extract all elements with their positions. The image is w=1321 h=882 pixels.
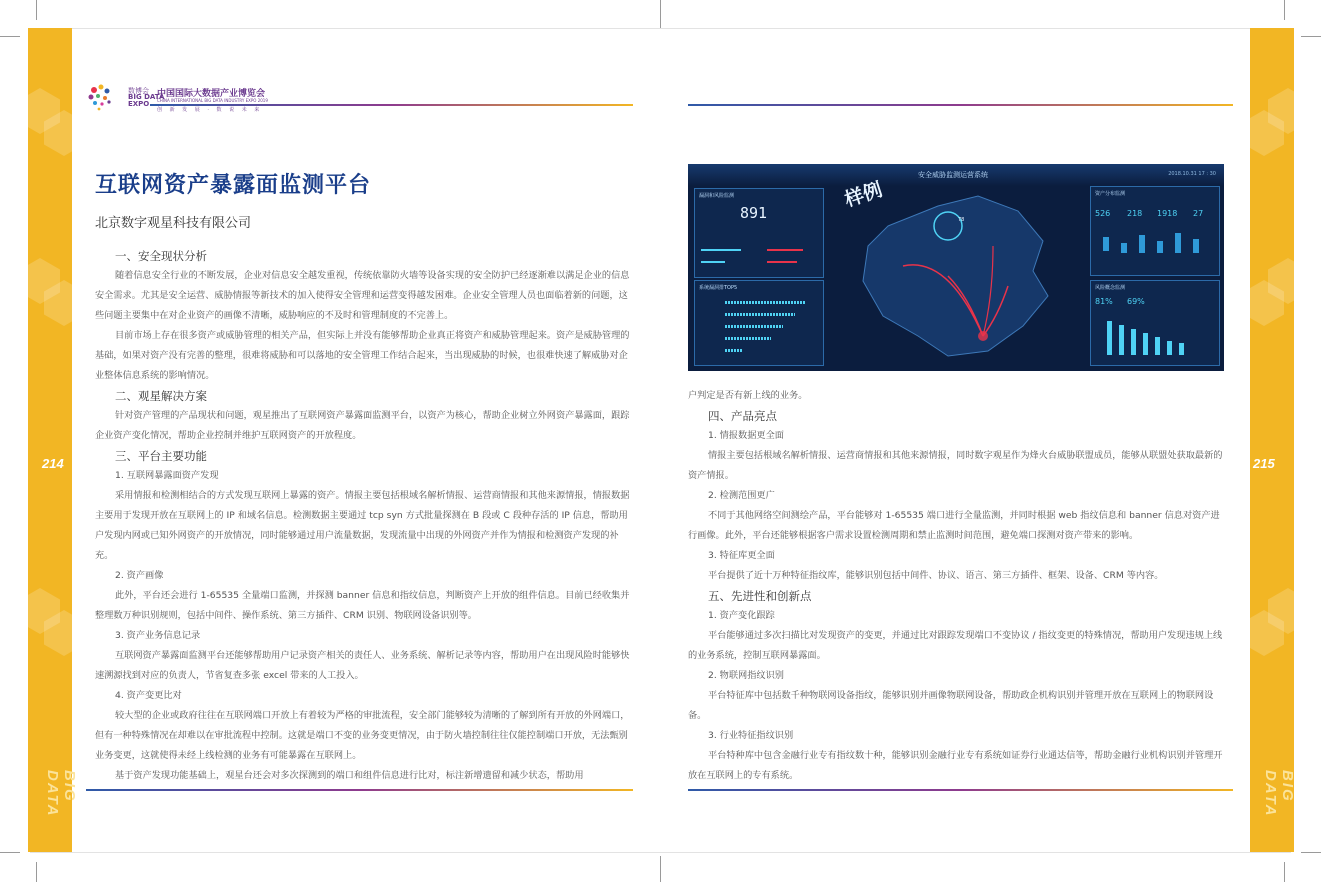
vuln-bar — [725, 325, 783, 328]
expo-logo — [86, 82, 346, 118]
section-heading: 四、产品亮点 — [708, 409, 777, 423]
header-rule-right — [688, 104, 1233, 106]
crop-mark — [1284, 862, 1285, 882]
risk-concept-panel — [1090, 280, 1220, 366]
asset-boxplot-graphic — [1095, 227, 1215, 267]
crop-mark — [36, 862, 37, 882]
body-paragraph: 情报主要包括根域名解析情报、运营商情报和其他来源情报，同时数字观星作为烽火台威胁联盟成员，能够从联盟处获取最新的资产情报。 — [688, 450, 1223, 481]
right-text-column — [688, 386, 1224, 786]
vuln-bar — [725, 301, 805, 304]
subsection-heading: 2. 资产画像 — [115, 570, 164, 581]
subsection-heading: 1. 互联网暴露面资产发现 — [115, 470, 219, 481]
crop-mark — [1301, 852, 1321, 853]
section-heading: 三、平台主要功能 — [115, 449, 207, 463]
body-paragraph: 较大型的企业或政府往往在互联网端口开放上有着较为严格的审批流程，安全部门能够较为清晰的了解到所有开放的外网端口，但有一种特殊情况在却难以在审批流程中控制。这就是端口不变的业务变更情况，由于防火墙控制往往仅能控制端口开放，无法甄别业务变更，这就使得未经上线检测的业务有可能暴露在互联网上。 — [95, 710, 630, 761]
vuln-bar — [725, 313, 795, 316]
body-paragraph: 此外，平台还会进行 1-65535 全量端口监测，并探测 banner 信息和指纹信息，判断资产上开放的组件信息。目前已经收集并整理数万种识别规则，包括中间件、操作系统、第三方插件、CRM 识别、物联网设备识别等。 — [95, 590, 630, 621]
asset-stat-3: 1918 — [1157, 209, 1178, 218]
subsection-heading: 3. 行业特征指纹识别 — [708, 730, 794, 741]
left-text-column — [95, 246, 633, 786]
crop-mark — [0, 852, 20, 853]
asset-stat-2: 218 — [1127, 209, 1143, 218]
section-heading: 一、安全现状分析 — [115, 249, 207, 263]
crop-mark — [36, 0, 37, 20]
risk-bar — [701, 261, 725, 263]
body-paragraph: 针对资产管理的产品现状和问题，观星推出了互联网资产暴露面监测平台，以资产为核心，帮助企业树立外网资产暴露面，跟踪企业资产变化情况，帮助企业控制并维护互联网资产的开放程度。 — [95, 410, 630, 441]
header-rule-left — [150, 104, 633, 106]
risk-monitor-title: 漏洞和风险监测 — [699, 193, 735, 199]
subsection-heading: 2. 物联网指纹识别 — [708, 670, 784, 681]
crop-mark — [660, 0, 661, 28]
risk-bar — [767, 249, 803, 251]
asset-distribution-title: 资产分布监测 — [1095, 191, 1126, 197]
risk-percent-1: 81% — [1095, 297, 1113, 306]
asset-stat-4: 27 — [1193, 209, 1204, 218]
body-paragraph: 平台特征库中包括数千种物联网设备指纹，能够识别并画像物联网设备，帮助政企机构识别并管理开放在互联网上的物联网设备。 — [688, 690, 1214, 721]
body-paragraph: 目前市场上存在很多资产或威胁管理的相关产品，但实际上并没有能够帮助企业真正将资产和威胁管理起来。资产是威胁管理的基础，如果对资产没有完善的整理，很难将威胁和可以落地的安全管理工作结合起来，当出现威胁的时候，也很难快速了解威胁对企业整体信息系统的影响情况。 — [95, 330, 630, 381]
risk-bar — [701, 249, 741, 251]
subsection-heading: 2. 检测范围更广 — [708, 490, 775, 501]
body-paragraph: 平台提供了近十万种特征指纹库，能够识别包括中间件、协议、语言、第三方插件、框架、设备、CRM 等内容。 — [708, 570, 1164, 581]
footer-rule-right — [688, 789, 1233, 791]
risk-percent-2: 69% — [1127, 297, 1145, 306]
body-paragraph: 基于资产发现功能基础上，观星台还会对多次探测到的端口和组件信息进行比对，标注新增遗留和减少状态，帮助用 — [115, 770, 584, 781]
subsection-heading: 1. 资产变化跟踪 — [708, 610, 775, 621]
asset-stat-1: 526 — [1095, 209, 1111, 218]
subsection-heading: 3. 特征库更全面 — [708, 550, 775, 561]
side-label-left: BIG DATA — [44, 770, 78, 818]
body-paragraph: 采用情报和检测相结合的方式发现互联网上暴露的资产。情报主要包括根域名解析情报、运营商情报和其他来源情报，情报数据主要用于发现开放在互联网上的 IP 和域名信息。检测数据主要通过 tcp syn 方式批量探测在 B 段或 C 段种存活的 IP 信息，帮助用户发现内网或已知外网资产的开放情况，同时能够通过用户流量数据，发现流量中出现的外网资产并作为情报和检测资产发现的补充。 — [95, 490, 630, 561]
section-heading: 二、观星解决方案 — [115, 389, 207, 403]
dashboard-screenshot — [688, 164, 1224, 371]
logo-cn-small: 数博会 — [128, 87, 149, 95]
crop-mark — [30, 28, 1291, 29]
logo-subtitle: CHINA INTERNATIONAL BIG DATA INDUSTRY EXPO 2019 — [157, 98, 268, 103]
section-heading: 五、先进性和创新点 — [708, 589, 812, 603]
body-paragraph: 不同于其他网络空间测绘产品，平台能够对 1-65535 端口进行全量监测，并同时根据 web 指纹信息和 banner 信息对资产进行画像。此外，平台还能够根据客户需求设置检测周期和禁止监测时间范围，避免端口探测对资产带来的影响。 — [688, 510, 1220, 541]
footer-rule-left — [86, 789, 633, 791]
crop-mark — [30, 852, 1291, 853]
side-label-right: BIG DATA — [1262, 770, 1296, 818]
article-title: 互联网资产暴露面监测平台 — [95, 173, 372, 198]
logo-title: 中国国际大数据产业博览会 — [157, 89, 266, 99]
dashboard-timestamp: 2018.10.31 17 : 30 — [1168, 171, 1216, 177]
risk-monitor-panel — [694, 188, 824, 278]
crop-mark — [660, 856, 661, 882]
logo-slogan: 创 新 发 展 · 数 说 未 来 — [157, 107, 263, 113]
page-number-left: 214 — [42, 456, 64, 471]
subsection-heading: 3. 资产业务信息记录 — [115, 630, 201, 641]
body-paragraph: 平台特种库中包含金融行业专有指纹数十种，能够识别金融行业专有系统如证券行业通达信等，帮助金融行业机构识别并管理开放在互联网上的专有系统。 — [688, 750, 1223, 781]
right-sidebar — [1250, 28, 1294, 852]
vuln-top5-title: 系统漏洞排TOP5 — [699, 285, 738, 291]
page-number-right: 215 — [1253, 456, 1275, 471]
risk-bar — [767, 261, 797, 263]
vuln-bar — [725, 337, 771, 340]
crop-mark — [1301, 36, 1321, 37]
body-paragraph: 互联网资产暴露面监测平台还能够帮助用户记录资产相关的责任人、业务系统、解析记录等内容，帮助用户在出现风险时能够快速溯源找到对应的负责人，节省复查多张 excel 带来的人工投入。 — [95, 650, 630, 681]
subsection-heading: 4. 资产变更比对 — [115, 690, 182, 701]
body-paragraph: 户判定是否有新上线的业务。 — [688, 390, 808, 401]
crop-mark — [1284, 0, 1285, 20]
subsection-heading: 1. 情报数据更全面 — [708, 430, 784, 441]
left-sidebar — [28, 28, 78, 852]
logo-en-big: BIG DATA EXPO — [128, 93, 165, 108]
company-name: 北京数字观星科技有限公司 — [95, 216, 252, 231]
asset-distribution-panel — [1090, 186, 1220, 276]
expo-logo-mark-icon — [86, 82, 122, 116]
risk-concept-title: 风险概念监测 — [1095, 285, 1126, 291]
dashboard-title: 安全威胁监测运营系统 — [918, 171, 988, 179]
vuln-bar — [725, 349, 743, 352]
vuln-top5-panel — [694, 280, 824, 366]
risk-counter: 891 — [740, 204, 768, 222]
body-paragraph: 随着信息安全行业的不断发展，企业对信息安全越发重视，传统依靠防火墙等设备实现的安全防护已经逐渐难以满足企业的信息安全需求。尤其是安全运营、威胁情报等新技术的加入使得安全管理和运营变得越发困难。企业安全管理人员也面临着新的问题，这些问题主要集中在对企业资产的画像不清晰，威胁响应的不及时和管理制度的不完善上。 — [95, 270, 630, 321]
sample-watermark: 样例 — [841, 178, 885, 212]
body-paragraph: 平台能够通过多次扫描比对发现资产的变更，并通过比对跟踪发现端口不变协议 / 指纹变更的特殊情况，帮助用户发现违规上线的业务系统，控制互联网暴露面。 — [688, 630, 1223, 661]
crop-mark — [0, 36, 20, 37]
risk-bars-graphic — [1103, 315, 1213, 359]
china-map-graphic — [828, 186, 1078, 371]
gauge-value: 78 — [958, 217, 965, 223]
